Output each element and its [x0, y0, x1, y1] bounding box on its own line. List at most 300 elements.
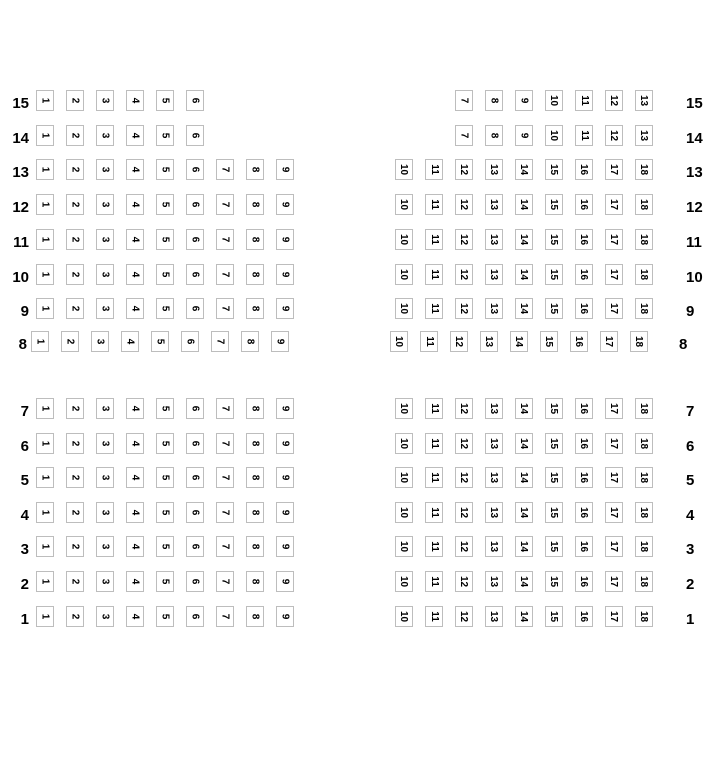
seat[interactable]: [485, 606, 503, 627]
seat[interactable]: [186, 194, 204, 215]
seat-number-label: 18: [638, 268, 650, 281]
seat[interactable]: [216, 433, 234, 454]
seat-number-label: 18: [638, 163, 650, 176]
seat[interactable]: [605, 398, 623, 419]
seat[interactable]: [66, 571, 84, 592]
seat[interactable]: [156, 467, 174, 488]
seat[interactable]: [186, 90, 204, 111]
seat[interactable]: [455, 159, 473, 180]
seat-number-label: 17: [608, 233, 620, 246]
seat[interactable]: [545, 398, 563, 419]
seat[interactable]: [36, 502, 54, 523]
seat-number-label: 14: [518, 610, 530, 623]
seat[interactable]: [485, 502, 503, 523]
seat-number-label: 16: [578, 471, 590, 484]
seat[interactable]: [540, 331, 558, 352]
seat[interactable]: [246, 571, 264, 592]
seat[interactable]: [96, 264, 114, 285]
seat[interactable]: [181, 331, 199, 352]
seat[interactable]: [545, 536, 563, 557]
seat-number-label: 3: [99, 509, 111, 516]
seat[interactable]: [96, 467, 114, 488]
row-label-left: 3: [20, 541, 29, 558]
seat[interactable]: [126, 125, 144, 146]
seat[interactable]: [480, 331, 498, 352]
seat[interactable]: [425, 571, 443, 592]
seat[interactable]: [126, 194, 144, 215]
seat[interactable]: [61, 331, 79, 352]
seat[interactable]: [545, 159, 563, 180]
seat[interactable]: [390, 331, 408, 352]
seat[interactable]: [36, 125, 54, 146]
seat[interactable]: [575, 433, 593, 454]
seat[interactable]: [276, 571, 294, 592]
seat[interactable]: [485, 159, 503, 180]
row-label-right: 1: [686, 611, 695, 628]
seat[interactable]: [91, 331, 109, 352]
seat[interactable]: [241, 331, 259, 352]
seat-number-label: 1: [39, 509, 51, 516]
seat[interactable]: [545, 571, 563, 592]
seat[interactable]: [545, 194, 563, 215]
seat[interactable]: [156, 159, 174, 180]
seat[interactable]: [605, 125, 623, 146]
seat[interactable]: [575, 606, 593, 627]
seat-number-label: 17: [608, 402, 620, 415]
seat[interactable]: [96, 298, 114, 319]
seat[interactable]: [635, 571, 653, 592]
seat[interactable]: [36, 398, 54, 419]
seat[interactable]: [635, 229, 653, 250]
seat[interactable]: [126, 467, 144, 488]
seat[interactable]: [395, 433, 413, 454]
seat[interactable]: [126, 606, 144, 627]
seat-number-label: 6: [189, 271, 201, 278]
seat[interactable]: [395, 298, 413, 319]
seat-number-label: 12: [458, 302, 470, 315]
seat[interactable]: [36, 536, 54, 557]
seat[interactable]: [216, 229, 234, 250]
seat-number-label: 9: [279, 405, 291, 412]
seat[interactable]: [156, 90, 174, 111]
seat[interactable]: [66, 264, 84, 285]
seat[interactable]: [575, 467, 593, 488]
seat[interactable]: [36, 264, 54, 285]
seat[interactable]: [156, 125, 174, 146]
seat[interactable]: [455, 433, 473, 454]
seat[interactable]: [515, 467, 533, 488]
seat[interactable]: [515, 606, 533, 627]
seat[interactable]: [121, 331, 139, 352]
seat[interactable]: [515, 194, 533, 215]
seat[interactable]: [211, 331, 229, 352]
seat-number-label: 13: [638, 94, 650, 107]
seat[interactable]: [186, 536, 204, 557]
seat[interactable]: [515, 298, 533, 319]
seat[interactable]: [96, 194, 114, 215]
seat[interactable]: [96, 229, 114, 250]
seat[interactable]: [156, 502, 174, 523]
seat[interactable]: [156, 398, 174, 419]
seat[interactable]: [545, 467, 563, 488]
seat[interactable]: [485, 571, 503, 592]
seat[interactable]: [545, 606, 563, 627]
seat[interactable]: [276, 298, 294, 319]
seat-number-label: 6: [189, 543, 201, 550]
seat[interactable]: [126, 536, 144, 557]
seat[interactable]: [66, 298, 84, 319]
seat[interactable]: [575, 536, 593, 557]
seat[interactable]: [246, 159, 264, 180]
seat[interactable]: [186, 398, 204, 419]
seat[interactable]: [395, 229, 413, 250]
seat[interactable]: [570, 331, 588, 352]
seat[interactable]: [246, 502, 264, 523]
seat[interactable]: [485, 298, 503, 319]
seat[interactable]: [455, 264, 473, 285]
seat[interactable]: [545, 433, 563, 454]
seat[interactable]: [216, 606, 234, 627]
seat[interactable]: [186, 571, 204, 592]
row-label-right: 10: [686, 269, 703, 286]
seat-number-label: 5: [159, 166, 171, 173]
seat[interactable]: [36, 90, 54, 111]
seat[interactable]: [425, 502, 443, 523]
seat[interactable]: [66, 194, 84, 215]
seat[interactable]: [420, 331, 438, 352]
seat[interactable]: [186, 229, 204, 250]
seat[interactable]: [126, 502, 144, 523]
seat[interactable]: [36, 229, 54, 250]
seat[interactable]: [276, 502, 294, 523]
seat[interactable]: [186, 125, 204, 146]
seat[interactable]: [425, 606, 443, 627]
seat[interactable]: [425, 159, 443, 180]
seat[interactable]: [485, 90, 503, 111]
seat[interactable]: [510, 331, 528, 352]
seat[interactable]: [276, 398, 294, 419]
seat[interactable]: [575, 398, 593, 419]
seat-number-label: 11: [578, 130, 590, 141]
seat[interactable]: [425, 194, 443, 215]
seat[interactable]: [216, 264, 234, 285]
seat[interactable]: [96, 90, 114, 111]
seat[interactable]: [575, 125, 593, 146]
seat[interactable]: [156, 571, 174, 592]
seat-number-label: 1: [39, 613, 51, 620]
seat[interactable]: [485, 229, 503, 250]
seat[interactable]: [545, 229, 563, 250]
seat[interactable]: [156, 433, 174, 454]
seat[interactable]: [575, 194, 593, 215]
seat[interactable]: [455, 571, 473, 592]
seat[interactable]: [216, 571, 234, 592]
seat[interactable]: [485, 194, 503, 215]
seat[interactable]: [276, 606, 294, 627]
seat[interactable]: [455, 502, 473, 523]
seat[interactable]: [455, 229, 473, 250]
seat[interactable]: [276, 264, 294, 285]
seat[interactable]: [36, 194, 54, 215]
seat[interactable]: [515, 398, 533, 419]
seat[interactable]: [485, 398, 503, 419]
seat-number-label: 6: [189, 613, 201, 620]
seat[interactable]: [66, 159, 84, 180]
seat[interactable]: [156, 298, 174, 319]
seat[interactable]: [515, 159, 533, 180]
seat[interactable]: [425, 298, 443, 319]
seat[interactable]: [96, 502, 114, 523]
seat[interactable]: [455, 606, 473, 627]
seat[interactable]: [605, 264, 623, 285]
seat[interactable]: [455, 298, 473, 319]
seat[interactable]: [126, 398, 144, 419]
seat[interactable]: [635, 125, 653, 146]
seat-number-label: 9: [518, 97, 530, 104]
seat[interactable]: [575, 502, 593, 523]
seat-number-label: 11: [428, 576, 440, 587]
row-label-right: 8: [679, 336, 688, 353]
seat[interactable]: [515, 90, 533, 111]
seat[interactable]: [395, 194, 413, 215]
seat[interactable]: [515, 229, 533, 250]
seat[interactable]: [96, 606, 114, 627]
seat[interactable]: [216, 398, 234, 419]
seat-number-label: 7: [458, 97, 470, 104]
seat[interactable]: [216, 536, 234, 557]
seat[interactable]: [395, 606, 413, 627]
seat[interactable]: [450, 331, 468, 352]
seat[interactable]: [575, 264, 593, 285]
seat[interactable]: [575, 229, 593, 250]
seat[interactable]: [605, 194, 623, 215]
seat[interactable]: [515, 536, 533, 557]
seat[interactable]: [36, 467, 54, 488]
seat[interactable]: [126, 264, 144, 285]
seat[interactable]: [395, 159, 413, 180]
seat[interactable]: [186, 467, 204, 488]
seat[interactable]: [575, 159, 593, 180]
seat[interactable]: [246, 264, 264, 285]
seat[interactable]: [395, 398, 413, 419]
seat[interactable]: [515, 125, 533, 146]
seat[interactable]: [156, 264, 174, 285]
seat[interactable]: [186, 159, 204, 180]
seat[interactable]: [126, 229, 144, 250]
seat-number-label: 18: [638, 233, 650, 246]
seat-number-label: 16: [573, 335, 585, 348]
seat-number-label: 10: [398, 233, 410, 246]
seat[interactable]: [126, 433, 144, 454]
seat[interactable]: [545, 264, 563, 285]
seat[interactable]: [455, 194, 473, 215]
seat[interactable]: [485, 433, 503, 454]
seat[interactable]: [66, 125, 84, 146]
seat[interactable]: [66, 606, 84, 627]
seat[interactable]: [36, 433, 54, 454]
seat[interactable]: [455, 125, 473, 146]
seat[interactable]: [246, 194, 264, 215]
seat[interactable]: [66, 536, 84, 557]
seat[interactable]: [515, 433, 533, 454]
seat[interactable]: [151, 331, 169, 352]
seat[interactable]: [216, 159, 234, 180]
seat[interactable]: [545, 502, 563, 523]
seat[interactable]: [545, 298, 563, 319]
seat[interactable]: [96, 433, 114, 454]
seat[interactable]: [605, 536, 623, 557]
seat[interactable]: [276, 159, 294, 180]
seat[interactable]: [395, 264, 413, 285]
seat[interactable]: [575, 90, 593, 111]
seat[interactable]: [246, 298, 264, 319]
seat-number-label: 5: [159, 236, 171, 243]
seat[interactable]: [246, 229, 264, 250]
seat[interactable]: [635, 606, 653, 627]
seat[interactable]: [276, 433, 294, 454]
seat[interactable]: [126, 298, 144, 319]
seat[interactable]: [395, 536, 413, 557]
seat-number-label: 3: [99, 236, 111, 243]
seat[interactable]: [395, 571, 413, 592]
seat[interactable]: [600, 331, 618, 352]
seat[interactable]: [425, 398, 443, 419]
seat[interactable]: [545, 90, 563, 111]
seat[interactable]: [216, 194, 234, 215]
seat-number-label: 8: [249, 236, 261, 243]
seat[interactable]: [515, 264, 533, 285]
seat[interactable]: [425, 536, 443, 557]
seat[interactable]: [66, 398, 84, 419]
seat[interactable]: [635, 159, 653, 180]
seat[interactable]: [455, 536, 473, 557]
seat[interactable]: [186, 502, 204, 523]
seat[interactable]: [635, 298, 653, 319]
seat[interactable]: [96, 159, 114, 180]
seat[interactable]: [36, 159, 54, 180]
seat[interactable]: [485, 467, 503, 488]
seat[interactable]: [635, 398, 653, 419]
seat-number-label: 9: [279, 305, 291, 312]
seat[interactable]: [605, 433, 623, 454]
seat[interactable]: [96, 125, 114, 146]
seat[interactable]: [186, 264, 204, 285]
seat[interactable]: [36, 298, 54, 319]
seat[interactable]: [36, 606, 54, 627]
seat-number-label: 7: [219, 271, 231, 278]
seat[interactable]: [246, 467, 264, 488]
seat-number-label: 16: [578, 198, 590, 211]
seat[interactable]: [425, 433, 443, 454]
seat[interactable]: [186, 298, 204, 319]
seat[interactable]: [455, 90, 473, 111]
seat[interactable]: [276, 229, 294, 250]
seat[interactable]: [395, 502, 413, 523]
seat[interactable]: [271, 331, 289, 352]
seat[interactable]: [605, 467, 623, 488]
seat[interactable]: [246, 536, 264, 557]
seat-number-label: 11: [428, 164, 440, 175]
seat[interactable]: [276, 194, 294, 215]
seat[interactable]: [635, 433, 653, 454]
seat[interactable]: [156, 229, 174, 250]
seat[interactable]: [455, 467, 473, 488]
seat[interactable]: [630, 331, 648, 352]
seat[interactable]: [425, 264, 443, 285]
seat[interactable]: [156, 536, 174, 557]
seat[interactable]: [66, 229, 84, 250]
seat[interactable]: [126, 90, 144, 111]
seat-number-label: 12: [458, 540, 470, 553]
seat[interactable]: [485, 264, 503, 285]
seat[interactable]: [126, 571, 144, 592]
seat[interactable]: [635, 467, 653, 488]
seat[interactable]: [635, 502, 653, 523]
seat[interactable]: [66, 433, 84, 454]
seat[interactable]: [485, 536, 503, 557]
seat[interactable]: [605, 502, 623, 523]
seat[interactable]: [66, 467, 84, 488]
seat[interactable]: [605, 298, 623, 319]
seat[interactable]: [605, 90, 623, 111]
seat[interactable]: [395, 467, 413, 488]
seat[interactable]: [96, 571, 114, 592]
seat[interactable]: [455, 398, 473, 419]
seat[interactable]: [246, 606, 264, 627]
seat[interactable]: [605, 571, 623, 592]
seat[interactable]: [635, 90, 653, 111]
seat[interactable]: [276, 467, 294, 488]
seat[interactable]: [575, 298, 593, 319]
seat[interactable]: [96, 536, 114, 557]
seat[interactable]: [425, 229, 443, 250]
seat[interactable]: [485, 125, 503, 146]
seat[interactable]: [156, 194, 174, 215]
seat[interactable]: [515, 571, 533, 592]
seat[interactable]: [425, 467, 443, 488]
seat[interactable]: [156, 606, 174, 627]
seat-number-label: 1: [39, 405, 51, 412]
seat-number-label: 13: [488, 540, 500, 553]
seat[interactable]: [635, 264, 653, 285]
seat[interactable]: [186, 433, 204, 454]
seat[interactable]: [36, 571, 54, 592]
seat[interactable]: [276, 536, 294, 557]
seat[interactable]: [605, 606, 623, 627]
seat[interactable]: [635, 536, 653, 557]
seat-number-label: 4: [129, 440, 141, 447]
seat[interactable]: [126, 159, 144, 180]
seat[interactable]: [216, 298, 234, 319]
seat[interactable]: [66, 502, 84, 523]
row-label-right: 13: [686, 164, 703, 181]
seat[interactable]: [216, 467, 234, 488]
seat[interactable]: [515, 502, 533, 523]
seat[interactable]: [186, 606, 204, 627]
seat[interactable]: [575, 571, 593, 592]
seat[interactable]: [605, 159, 623, 180]
seat[interactable]: [605, 229, 623, 250]
seat[interactable]: [96, 398, 114, 419]
seat[interactable]: [635, 194, 653, 215]
seat[interactable]: [246, 433, 264, 454]
seat[interactable]: [545, 125, 563, 146]
seat[interactable]: [31, 331, 49, 352]
seat[interactable]: [216, 502, 234, 523]
seat-number-label: 10: [398, 402, 410, 415]
seat[interactable]: [246, 398, 264, 419]
seat[interactable]: [66, 90, 84, 111]
